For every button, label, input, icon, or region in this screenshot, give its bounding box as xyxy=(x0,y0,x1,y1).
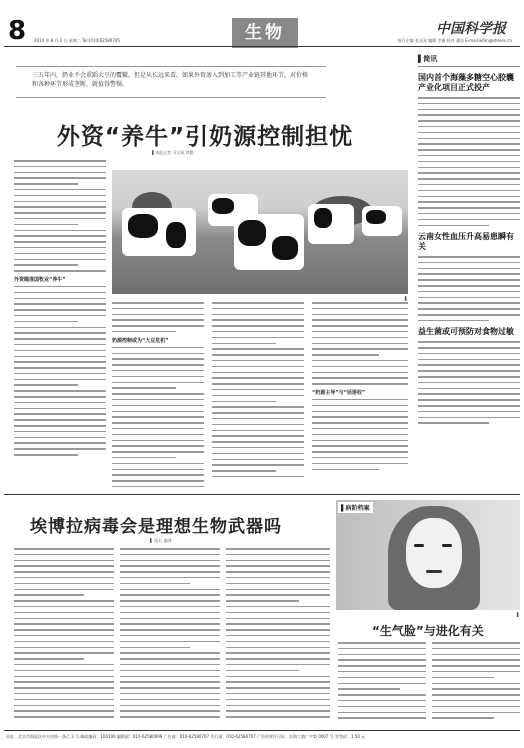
cow-shape xyxy=(362,206,402,236)
mouth-shape xyxy=(426,570,442,573)
angry-face-headline: “生气脸”与进化有关 xyxy=(372,624,484,638)
body-text xyxy=(226,548,330,718)
body-text xyxy=(14,160,106,272)
body-text xyxy=(112,302,204,332)
ebola-column-2 xyxy=(120,548,220,726)
main-byline: ▌本报记者 马宝侃 覃勤 xyxy=(152,150,194,155)
angry-face-column-2 xyxy=(432,642,520,728)
dairy-cows-photo xyxy=(112,170,408,294)
subhead-2: 奶源控制或为“大豆危机” xyxy=(112,337,169,344)
eye-shape xyxy=(442,544,452,547)
date-line: 2014 年 8 月 2 日 星期二 Tel:(010)62580705 xyxy=(34,38,120,43)
news-brief-sidebar xyxy=(418,54,520,494)
body-text xyxy=(212,302,304,477)
main-column-3 xyxy=(212,302,304,490)
footer-divider xyxy=(4,730,520,731)
brief-title-1: 国内首个海藻多糖空心胶囊产业化项目正式投产 xyxy=(418,73,514,92)
masthead: 中国科学报 xyxy=(436,21,506,37)
subhead-1: 外资瞄准国牧业“养牛” xyxy=(14,276,66,283)
cow-shape xyxy=(308,204,354,244)
cow-shape xyxy=(122,208,196,256)
body-text xyxy=(418,256,520,321)
body-text xyxy=(112,347,204,488)
header-divider xyxy=(4,46,520,47)
page-number: 8 xyxy=(8,16,27,46)
page-header xyxy=(4,4,520,44)
cow-shape xyxy=(234,214,304,270)
brief-title-3: 益生菌或可预防对食物过敏 xyxy=(418,327,514,337)
angry-girl-photo xyxy=(336,500,520,610)
body-text xyxy=(432,642,520,719)
main-column-1 xyxy=(14,160,106,490)
body-text xyxy=(418,341,520,424)
ebola-byline: ▌ 陈石 编译 xyxy=(150,538,172,543)
face-shape xyxy=(406,518,462,588)
girl-photo-caption: ▌ xyxy=(516,612,520,617)
ebola-column-1 xyxy=(14,548,114,726)
angry-face-column-1 xyxy=(338,642,426,728)
main-headline: 外资“养牛”引奶源控制担忧 xyxy=(56,124,354,150)
lead-text: 三五年内，奶业不会重蹈大豆的覆辙。但是从长远来看，如果外资渗入到加工等产业链其他环节，对价格和各种环节形成垄断，就值得警惕。 xyxy=(32,72,309,88)
photo-tag: ▌病阶档案 xyxy=(338,502,373,513)
photo-caption: ▌ xyxy=(404,296,408,301)
section-label: 生物 xyxy=(232,18,298,48)
editor-line: 执行主编 张双双 编辑 手雅 校对 潘良 E-mail:wfan@stimes.cn xyxy=(397,38,512,43)
body-text xyxy=(338,642,426,719)
body-text xyxy=(14,286,106,456)
eye-shape xyxy=(414,544,424,547)
body-text xyxy=(120,548,220,718)
ebola-column-3 xyxy=(226,548,330,726)
sidebar-tag: ▌简讯 xyxy=(418,54,520,67)
page-footer: 社址：北京市海淀区中关村南一条乙 2 号 邮政编码：100190 编辑部：010-62580699 广告部：010-62580707 发行部：010-62580707 广告经营许可证：京海工商广字第 0007 号 零售价：1.50 元 xyxy=(6,734,366,739)
main-column-4 xyxy=(312,302,408,490)
ebola-headline: 埃博拉病毒会是理想生物武器吗 xyxy=(30,517,282,537)
main-column-2 xyxy=(112,302,204,490)
subhead-3: “奶源主导”与“话语权” xyxy=(312,389,366,396)
body-text xyxy=(312,302,408,385)
body-text xyxy=(14,548,114,718)
section-divider xyxy=(4,494,520,495)
body-text xyxy=(312,399,408,470)
brief-title-2: 云南女性血压升高易患瞬有关 xyxy=(418,232,514,252)
lead-blurb xyxy=(16,66,326,98)
body-text xyxy=(418,97,520,226)
